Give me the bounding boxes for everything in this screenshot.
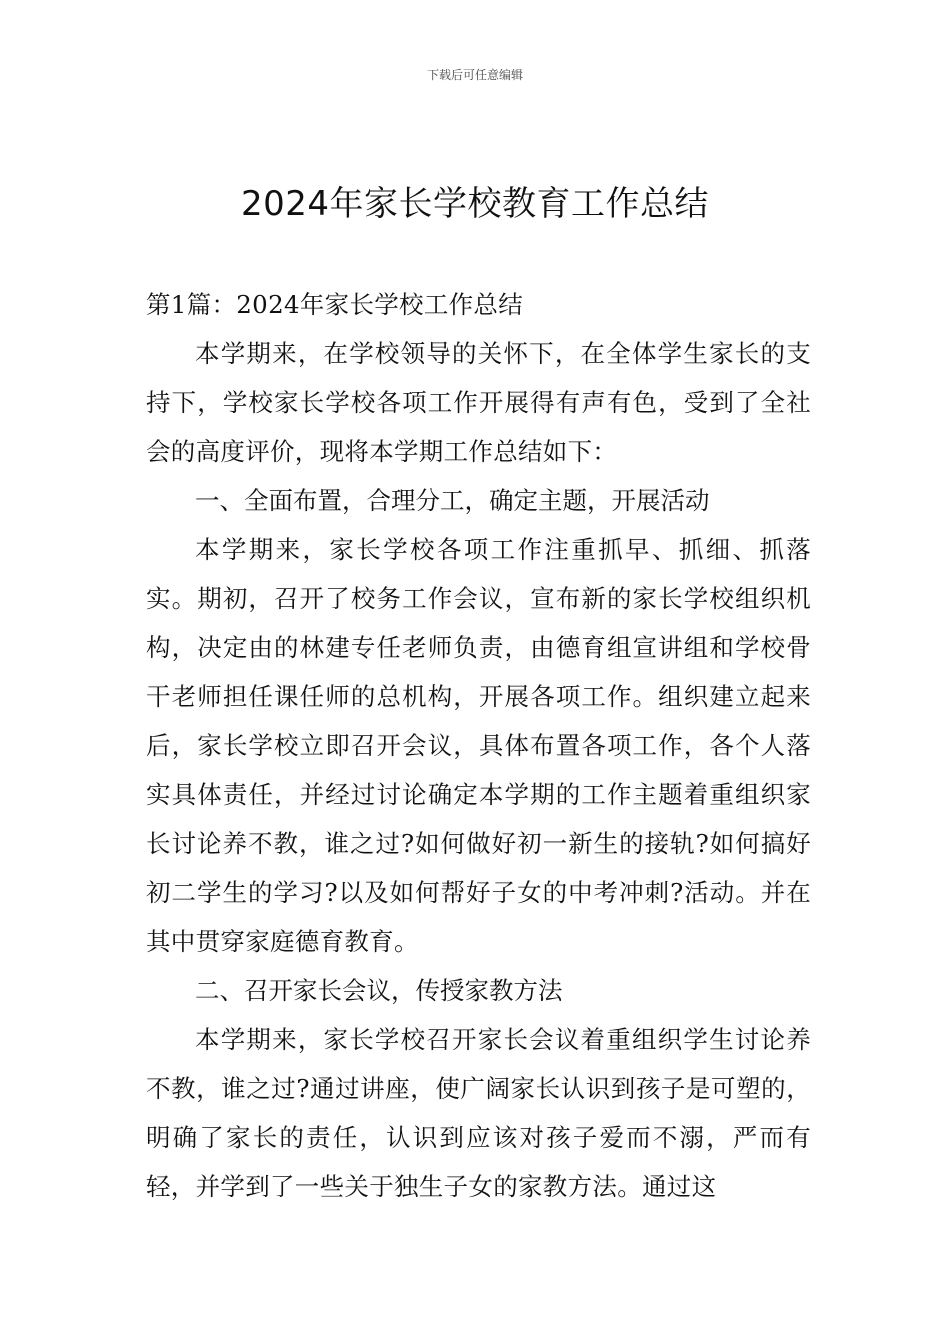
- header-note: 下载后可任意编辑: [426, 68, 523, 82]
- document-title: 2024年家长学校教育工作总结: [240, 184, 710, 224]
- section-1-title: 一、全面布置，合理分工，确定主题，开展活动: [195, 486, 710, 515]
- section-1-paragraph: 本学期来，家长学校各项工作注重抓早、抓细、抓落实。期初，召开了校务工作会议，宣布新的家长学校组织机构，决定由的林建专任老师负责，由德育组宣讲组和学校骨干老师担任课任师的总机构，开展各项工作。组织建立起来后，家长学校立即召开会议，具体布置各项工作，各个人落实具体责任，并经过讨论确定本学期的工作主题着重组织家长讨论养不教，谁之过?如何做好初一新生的接轨?如何搞好初二学生的学习?以及如何帮好子女的中考冲刺?活动。并在其中贯穿家庭德育教育。: [146, 535, 811, 956]
- section-2-title: 二、召开家长会议，传授家教方法: [195, 976, 563, 1005]
- intro-paragraph: 本学期来，在学校领导的关怀下，在全体学生家长的支持下，学校家长学校各项工作开展得有声有色，受到了全社会的高度评价，现将本学期工作总结如下：: [146, 339, 811, 466]
- section-2-paragraph: 本学期来，家长学校召开家长会议着重组织学生讨论养不教，谁之过?通过讲座，使广阔家长认识到孩子是可塑的，明确了家长的责任，认识到应该对孩子爱而不溺，严而有轻，并学到了一些关于独生子女的家教方法。通过这: [146, 1025, 811, 1201]
- document-body: [146, 280, 811, 1211]
- chapter-heading: 第1篇：2024年家长学校工作总结: [146, 290, 524, 319]
